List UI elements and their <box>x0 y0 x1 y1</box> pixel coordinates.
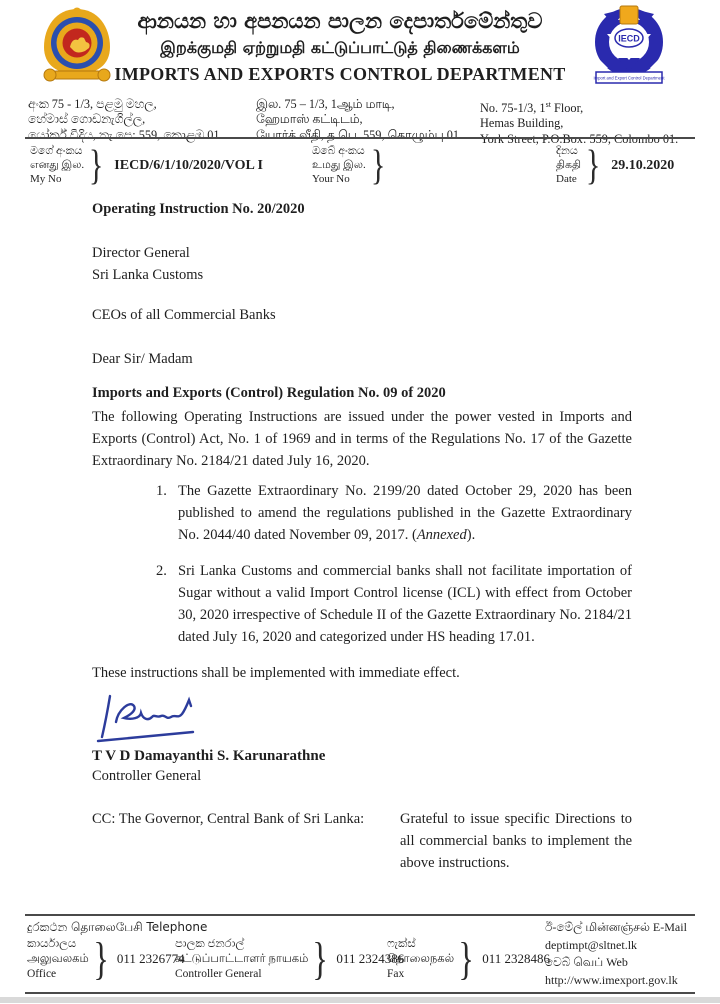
controller-general-labels: පාලක ජනරාල් கட்டுப்பாட்டாளர் நாயகம் Controller General <box>175 937 309 980</box>
department-title-sinhala: ආනයන හා අපනයන පාලන දෙපාර්තමේන්තුව <box>137 9 543 33</box>
letter-body <box>92 198 632 874</box>
recipient-line: CEOs of all Commercial Banks <box>92 307 276 323</box>
list-number: 1. <box>156 483 167 499</box>
scan-edge-artifact <box>0 997 720 1003</box>
regulation-heading: Imports and Exports (Control) Regulation No. 09 of 2020 <box>92 385 446 401</box>
office-labels: කාර්යාලය அலுவலகம் Office <box>27 937 89 980</box>
list-item-2 <box>156 560 632 648</box>
list-text: The Gazette Extraordinary No. 2199/20 dated October 29, 2020 has been published to amend the regulations published in the Gazette Extraordinary No. 2044/40 dated November 09, 2017. (Annexed). <box>178 483 632 543</box>
footer-divider-top <box>25 914 695 916</box>
office-phone-block <box>27 933 185 984</box>
cc-text: Grateful to issue specific Directions to all commercial banks to implement the above instructions. <box>400 811 632 871</box>
your-no-labels: ඔබේ අංකය உமது இல. Your No <box>312 145 366 185</box>
address-line: இல. 75 – 1/3, 1ஆம் மாடி, <box>256 97 395 111</box>
closing-line: These instructions shall be implemented with immediate effect. <box>92 665 460 681</box>
signatory-title: Controller General <box>92 768 202 784</box>
logo-banner-text: Import and Export Control Department <box>593 75 665 81</box>
signature-handwriting-icon <box>94 692 219 746</box>
signatory-name: T V D Damayanthi S. Karunarathne <box>92 748 326 764</box>
address-english <box>480 97 698 147</box>
date-value: 29.10.2020 <box>611 158 675 173</box>
date-labels: දිනය திகதி Date <box>556 145 582 185</box>
address-line: ஹேமாஸ் கட்டிடம், <box>256 112 363 127</box>
your-no-block <box>312 145 396 187</box>
recipient-line: Director General <box>92 245 190 261</box>
cc-label: CC: The Governor, Central Bank of Sri Lanka: <box>92 811 365 827</box>
web-label: වෙබ් வெப் Web <box>545 955 628 969</box>
signature-area <box>94 692 632 746</box>
cc-block <box>92 808 632 874</box>
address-line: Hemas Building, <box>480 116 564 131</box>
fax-number: 011 2328486 <box>482 951 551 966</box>
sri-lanka-national-emblem-icon <box>38 5 116 89</box>
my-no-labels: මගේ අංකය எனது இல. My No <box>30 145 85 185</box>
department-title-english: IMPORTS AND EXPORTS CONTROL DEPARTMENT <box>114 64 566 84</box>
recipient-line: Sri Lanka Customs <box>92 267 204 283</box>
list-number: 2. <box>156 563 167 579</box>
logo-monogram-text: IECD <box>618 33 640 44</box>
web-value: http://www.imexport.gov.lk <box>545 972 678 987</box>
address-line: No. 75-1/3, 1st Floor, <box>480 100 584 116</box>
letterhead-titles <box>114 8 566 88</box>
recipient-block <box>92 242 632 286</box>
paragraph-1: The following Operating Instructions are issued under the power vested in Imports and Exports (Control) Act, No. 1 of 1969 and in terms of the Regulations No. 17 of the Gazette Extraordinary No. 2184/21 dated July 16, 2020. <box>92 409 632 469</box>
my-no-value: IECD/6/1/10/2020/VOL I <box>114 158 263 173</box>
fax-block <box>387 933 551 984</box>
telephone-heading: දුරකථන தொலைபேசி Telephone <box>27 920 208 934</box>
address-tamil <box>256 97 478 143</box>
brace-decoration: } <box>312 933 329 984</box>
header-divider <box>25 137 695 139</box>
address-line: යෝර්ක් වීදිය, තැ.පෙ: 559, කොළඹ 01. <box>28 127 223 142</box>
address-line: யோர்க் வீதி, த.பெ. 559, கொழும்பு 01. <box>256 127 463 142</box>
iecd-department-logo-icon <box>574 4 684 90</box>
address-line: York Street, P.O.Box: 559, Colombo 01. <box>480 131 679 146</box>
address-line: අංක 75 - 1/3, පළමු මහල, <box>28 97 157 111</box>
list-item-1 <box>156 480 632 546</box>
email-value: deptimpt@sltnet.lk <box>545 937 638 952</box>
address-sinhala <box>28 97 252 143</box>
my-no-block <box>30 145 263 187</box>
brace-decoration: } <box>370 143 386 189</box>
brace-decoration: } <box>458 933 474 984</box>
list-text: Sri Lanka Customs and commercial banks shall not facilitate importation of Sugar without a valid Import Control license (ICL) with effect from October 30, 2020 irrespective of Schedule II of the Gazette Extraordinary No. 2184/21 dated July 16, 2020 and categorized under HS heading 17.01. <box>178 563 632 645</box>
brace-decoration: } <box>585 143 601 189</box>
department-title-tamil: இறக்குமதி ஏற்றுமதி கட்டுப்பாட்டுத் திணைக்களம் <box>160 38 520 57</box>
office-phone-number: 011 2326774 <box>116 951 185 966</box>
address-line: හේමාස් ගොඩනැගිල්ල, <box>28 112 146 127</box>
brace-decoration: } <box>88 143 104 189</box>
controller-general-phone-number: 011 2324386 <box>336 951 405 966</box>
brace-decoration: } <box>93 933 109 984</box>
fax-labels: ෆැක්ස් தொலைநகல் Fax <box>387 937 455 980</box>
subject-line: Operating Instruction No. 20/2020 <box>92 201 305 217</box>
email-label: ඊ-මේල් மின்னஞ்சல் E-Mail <box>545 920 687 934</box>
controller-general-phone-block <box>175 933 405 984</box>
footer-divider-bottom <box>25 992 695 994</box>
date-block <box>556 145 674 187</box>
email-web-block <box>545 919 687 989</box>
salutation: Dear Sir/ Madam <box>92 351 193 367</box>
